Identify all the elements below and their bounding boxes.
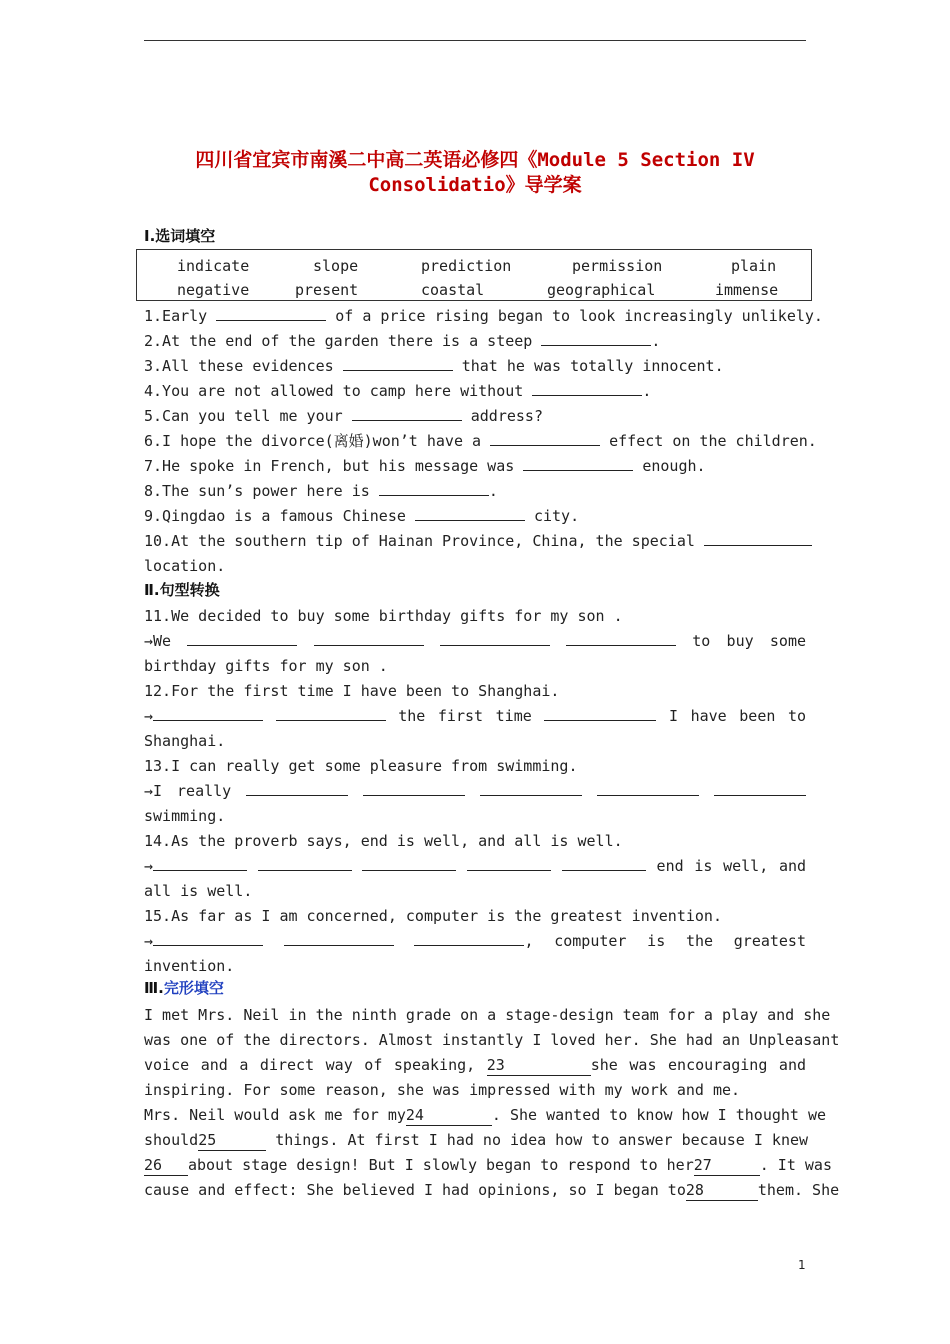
document-title: [144, 148, 806, 198]
section-3-heading: Ⅲ.完形填空: [144, 979, 224, 997]
word-bank-item: negative: [177, 281, 250, 299]
answer-blank[interactable]: [258, 856, 352, 871]
question-11-continued: birthday gifts for my son .: [144, 657, 388, 675]
question-11-answer: →We to buy some: [144, 632, 807, 650]
word-bank-item: geographical: [547, 281, 656, 299]
answer-blank[interactable]: [523, 456, 633, 471]
question-9: 9.Qingdao is a famous Chinese city.: [144, 507, 580, 525]
cloze-line: cause and effect: She believed I had opinions, so I began to28 them. She: [144, 1181, 840, 1199]
answer-blank[interactable]: [246, 781, 348, 796]
cloze-blank-26[interactable]: 26: [144, 1155, 188, 1176]
question-12-answer: → the first time I have been to: [144, 707, 807, 725]
cloze-line: I met Mrs. Neil in the ninth grade on a stage-design team for a play and she: [144, 1006, 831, 1024]
question-2: 2.At the end of the garden there is a steep .: [144, 332, 661, 350]
cloze-line: was one of the directors. Almost instantly I loved her. She had an Unpleasant: [144, 1031, 840, 1049]
answer-blank[interactable]: [362, 856, 456, 871]
answer-blank[interactable]: [343, 356, 453, 371]
question-14-answer: → end is well, and: [144, 857, 807, 875]
title-line-2: Consolidatio》导学案: [368, 174, 582, 196]
question-10: 10.At the southern tip of Hainan Province, China, the special: [144, 531, 806, 551]
cloze-blank-24[interactable]: 24: [406, 1105, 492, 1126]
cloze-line: should25 things. At first I had no idea how to answer because I knew: [144, 1131, 809, 1149]
answer-blank[interactable]: [363, 781, 465, 796]
word-bank-item: prediction: [421, 257, 512, 275]
question-1: 1.Early of a price rising began to look increasingly unlikely.: [144, 307, 823, 325]
answer-blank[interactable]: [597, 781, 699, 796]
word-bank-item: permission: [572, 257, 663, 275]
answer-blank[interactable]: [153, 856, 247, 871]
answer-blank[interactable]: [704, 531, 812, 546]
word-bank-item: indicate: [177, 257, 250, 275]
question-15: 15.As far as I am concerned, computer is the greatest invention.: [144, 907, 722, 925]
question-12-continued: Shanghai.: [144, 732, 226, 750]
question-4: 4.You are not allowed to camp here without .: [144, 382, 652, 400]
word-bank-item: immense: [715, 281, 779, 299]
word-bank-item: present: [295, 281, 359, 299]
question-10-continued: location.: [144, 557, 226, 575]
question-7: 7.He spoke in French, but his message was enough.: [144, 457, 706, 475]
answer-blank[interactable]: [532, 381, 642, 396]
answer-blank[interactable]: [276, 706, 386, 721]
question-14-continued: all is well.: [144, 882, 253, 900]
cloze-line: inspiring. For some reason, she was impressed with my work and me.: [144, 1081, 741, 1099]
answer-blank[interactable]: [490, 431, 600, 446]
word-bank-item: coastal: [421, 281, 485, 299]
question-5: 5.Can you tell me your address?: [144, 407, 543, 425]
question-15-answer: → , computer is the greatest: [144, 932, 806, 950]
question-11: 11.We decided to buy some birthday gifts for my son .: [144, 607, 623, 625]
question-6: 6.I hope the divorce(离婚)won’t have a effect on the children.: [144, 432, 817, 450]
answer-blank[interactable]: [216, 306, 326, 321]
question-13: 13.I can really get some pleasure from swimming.: [144, 757, 578, 775]
question-12: 12.For the first time I have been to Shanghai.: [144, 682, 560, 700]
cloze-blank-27[interactable]: 27: [694, 1155, 760, 1176]
answer-blank[interactable]: [467, 856, 551, 871]
cloze-blank-28[interactable]: 28: [686, 1180, 758, 1201]
answer-blank[interactable]: [414, 931, 524, 946]
question-15-continued: invention.: [144, 957, 235, 975]
question-8: 8.The sun’s power here is .: [144, 482, 498, 500]
word-bank-item: plain: [731, 257, 777, 275]
cloze-line: Mrs. Neil would ask me for my24 . She wanted to know how I thought we: [144, 1106, 827, 1124]
answer-blank[interactable]: [562, 856, 646, 871]
answer-blank[interactable]: [415, 506, 525, 521]
question-3: 3.All these evidences that he was totally innocent.: [144, 357, 724, 375]
answer-blank[interactable]: [153, 706, 263, 721]
answer-blank[interactable]: [187, 631, 297, 646]
answer-blank[interactable]: [541, 331, 651, 346]
answer-blank[interactable]: [544, 706, 656, 721]
section-1-heading: Ⅰ.选词填空: [144, 227, 216, 245]
answer-blank[interactable]: [440, 631, 550, 646]
page-number: 1: [798, 1258, 806, 1272]
word-bank-item: slope: [313, 257, 359, 275]
word-bank: [136, 249, 812, 301]
answer-blank[interactable]: [284, 931, 394, 946]
answer-blank[interactable]: [480, 781, 582, 796]
answer-blank[interactable]: [566, 631, 676, 646]
cloze-line: 26 about stage design! But I slowly began to respond to her27 . It was: [144, 1156, 832, 1174]
question-13-continued: swimming.: [144, 807, 226, 825]
answer-blank[interactable]: [379, 481, 489, 496]
header-rule: [144, 40, 806, 41]
question-14: 14.As the proverb says, end is well, and all is well.: [144, 832, 623, 850]
cloze-blank-25[interactable]: 25: [198, 1130, 266, 1151]
title-line-1: 四川省宜宾市南溪二中高二英语必修四《Module 5 Section IV: [195, 149, 755, 171]
answer-blank[interactable]: [714, 781, 806, 796]
cloze-blank-23[interactable]: 23: [487, 1055, 591, 1076]
answer-blank[interactable]: [352, 406, 462, 421]
answer-blank[interactable]: [314, 631, 424, 646]
section-2-heading: Ⅱ.句型转换: [144, 581, 220, 599]
question-13-answer: →I really: [144, 781, 806, 801]
cloze-line: voice and a direct way of speaking, 23 she was encouraging and: [144, 1056, 807, 1074]
answer-blank[interactable]: [153, 931, 263, 946]
